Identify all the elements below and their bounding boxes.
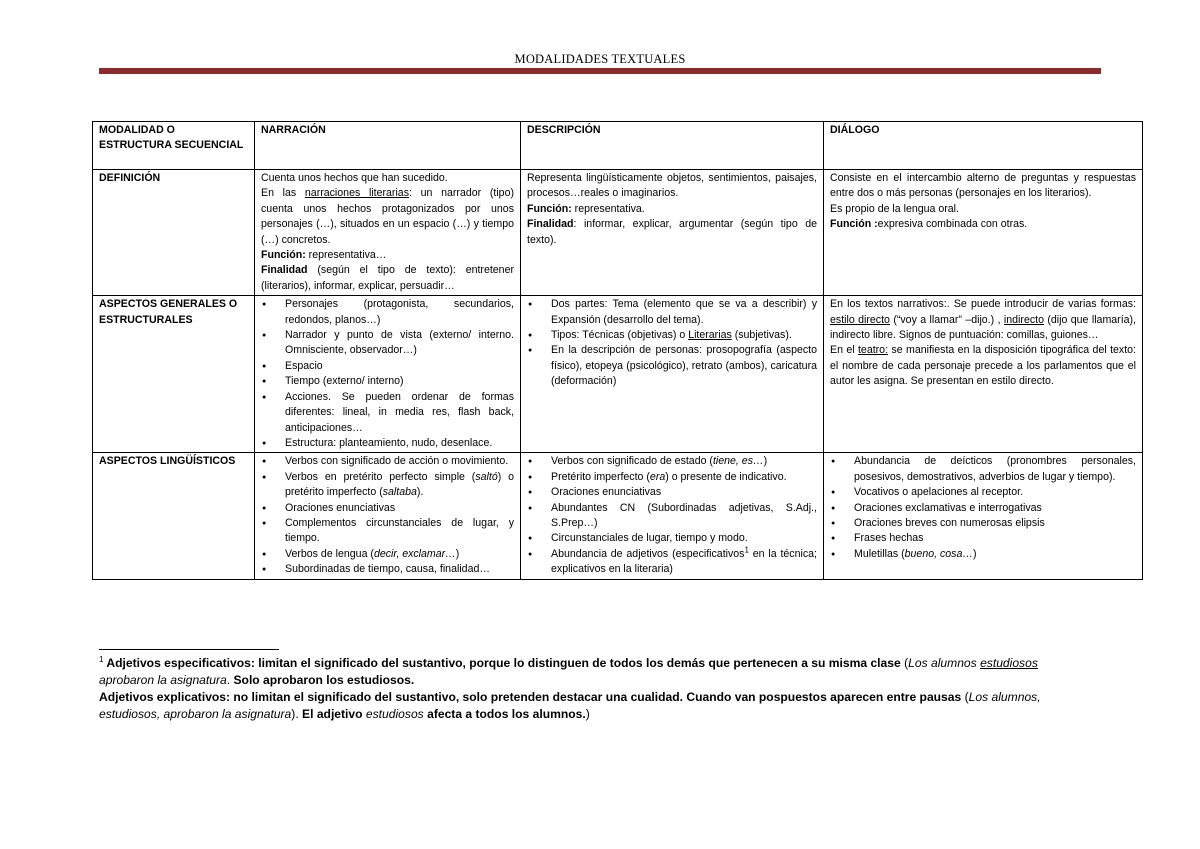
funcion-line: Función :expresiva combinada con otras. bbox=[830, 218, 1028, 231]
list-item: ● Abundantes CN (Subordinadas adjetivas, S.Adj., S.Prep…) bbox=[527, 501, 817, 532]
table-row-aspectos-linguisticos bbox=[93, 453, 1143, 579]
row-label-definicion: DEFINICIÓN bbox=[93, 170, 255, 296]
list-item: ● Oraciones exclamativas e interrogativas bbox=[830, 501, 1136, 516]
list-item: ● Abundancia de deícticos (pronombres personales, posesivos, demostrativos, adverbios de lugar y tiempo). bbox=[830, 454, 1136, 485]
footnote bbox=[99, 655, 1059, 723]
row-label-aspectos-linguisticos: ASPECTOS LINGÜÍSTICOS bbox=[93, 453, 255, 579]
cell-definicion-descripcion bbox=[521, 170, 824, 296]
list-item: ● Tipos: Técnicas (objetivas) o Literarias (subjetivas). bbox=[527, 328, 817, 343]
list-item: ● Oraciones enunciativas bbox=[527, 485, 817, 500]
title-underline bbox=[99, 68, 1101, 74]
list-item: ● Estructura: planteamiento, nudo, desenlace. bbox=[261, 436, 514, 451]
header-narracion: NARRACIÓN bbox=[255, 122, 521, 170]
list-item: ● Frases hechas bbox=[830, 531, 1136, 546]
page-title: MODALIDADES TEXTUALES bbox=[514, 52, 686, 66]
list-item: ● Verbos con significado de estado (tiene, es…) bbox=[527, 454, 817, 469]
list-item: ● Verbos de lengua (decir, exclamar…) bbox=[261, 547, 514, 562]
finalidad-line: Finalidad (según el tipo de texto): entretener (literarios), informar, explicar, persuadir… bbox=[261, 264, 514, 292]
cell-generales-narracion bbox=[255, 296, 521, 453]
text-line: Es propio de la lengua oral. bbox=[830, 202, 959, 215]
list-item: ● Tiempo (externo/ interno) bbox=[261, 374, 514, 389]
header-modalidad: MODALIDAD O ESTRUCTURA SECUENCIAL bbox=[93, 122, 255, 170]
list-item: ● Oraciones enunciativas bbox=[261, 501, 514, 516]
table-row-definicion bbox=[93, 170, 1143, 296]
list-item: ● Abundancia de adjetivos (especificativos$^1$ en la técnica; explicativos en la literaria) bbox=[527, 547, 817, 578]
list-item: ● Acciones. Se pueden ordenar de formas diferentes: lineal, in media res, flash back, anticipaciones… bbox=[261, 390, 514, 436]
cell-linguisticos-dialogo bbox=[824, 453, 1143, 579]
text-paragraph: Representa lingüísticamente objetos, sentimientos, paisajes, procesos…reales o imaginarios. bbox=[527, 172, 817, 200]
footnote-separator bbox=[99, 649, 279, 650]
list-item: ● Verbos en pretérito perfecto simple (saltó) o pretérito imperfecto (saltaba). bbox=[261, 470, 514, 501]
modalidades-table bbox=[92, 121, 1143, 580]
list-item: ● Vocativos o apelaciones al receptor. bbox=[830, 485, 1136, 500]
text-paragraph: Consiste en el intercambio alterno de preguntas y respuestas entre dos o más personas (personajes en los literarios). bbox=[830, 172, 1136, 200]
list-item: ● Dos partes: Tema (elemento que se va a describir) y Expansión (desarrollo del tema). bbox=[527, 297, 817, 328]
table-header-row bbox=[93, 122, 1143, 170]
cell-definicion-narracion bbox=[255, 170, 521, 296]
list-item: ● Personajes (protagonista, secundarios, redondos, planos…) bbox=[261, 297, 514, 328]
table-row-aspectos-generales bbox=[93, 296, 1143, 453]
cell-definicion-dialogo bbox=[824, 170, 1143, 296]
list-item: ● Verbos con significado de acción o movimiento. bbox=[261, 454, 514, 469]
footnote-paragraph: Adjetivos explicativos: no limitan el significado del sustantivo, solo pretenden destacar una cualidad. Cuando van pospuestos aparecen entre pausas (Los alumnos, estudiosos, aprobaron la asignatura). El adjetivo estudiosos afecta a todos los alumnos.) bbox=[99, 690, 1041, 721]
funcion-line: Función: representativa. bbox=[527, 202, 645, 215]
footnote-reference[interactable]: 1 bbox=[744, 545, 749, 555]
list-item: ● Circunstanciales de lugar, tiempo y modo. bbox=[527, 531, 817, 546]
list-item: ● Complementos circunstanciales de lugar, y tiempo. bbox=[261, 516, 514, 547]
list-item: ● Narrador y punto de vista (externo/ interno. Omnisciente, observador…) bbox=[261, 328, 514, 359]
cell-generales-descripcion bbox=[521, 296, 824, 453]
finalidad-line: Finalidad: informar, explicar, argumentar (según tipo de texto). bbox=[527, 218, 817, 246]
list-item: ● Espacio bbox=[261, 359, 514, 374]
list-item: ● Oraciones breves con numerosas elipsis bbox=[830, 516, 1136, 531]
list-item: ● En la descripción de personas: prosopografía (aspecto físico), etopeya (psicológico), retrato (ambos), caricatura (deformación) bbox=[527, 343, 817, 389]
text-paragraph: En los textos narrativos:. Se puede introducir de varias formas: estilo directo (“voy a llamar” –dijo.) , indirecto (dijo que llamaría), indirecto libre. Signos de puntuación: comillas, guiones… bbox=[830, 298, 1136, 342]
row-label-aspectos-generales: ASPECTOS GENERALES O ESTRUCTURALES bbox=[93, 296, 255, 453]
header-descripcion: DESCRIPCIÓN bbox=[521, 122, 824, 170]
text-paragraph: En el teatro: se manifiesta en la disposición tipográfica del texto: el nombre de cada personaje precede a los parlamentos que el autor les asigna. Se presentan en estilo directo. bbox=[830, 344, 1136, 388]
cell-linguisticos-descripcion bbox=[521, 453, 824, 579]
footnote-number: 1 bbox=[99, 654, 104, 664]
footnote-paragraph: $^1$ Adjetivos especificativos: limitan el significado del sustantivo, porque lo distinguen de todos los demás que pertenecen a su misma clase (Los alumnos estudiosos aprobaron la asignatura. Solo aprobaron los estudiosos. bbox=[99, 654, 1038, 687]
funcion-line: Función: representativa… bbox=[261, 249, 387, 262]
header-dialogo: DIÁLOGO bbox=[824, 122, 1143, 170]
cell-generales-dialogo bbox=[824, 296, 1143, 453]
list-item: ● Subordinadas de tiempo, causa, finalidad… bbox=[261, 562, 514, 577]
list-item: ● Pretérito imperfecto (era) o presente de indicativo. bbox=[527, 470, 817, 485]
text-line: Cuenta unos hechos que han sucedido. bbox=[261, 172, 448, 184]
list-item: ● Muletillas (bueno, cosa…) bbox=[830, 547, 1136, 562]
text-paragraph: En las narraciones literarias: un narrador (tipo) cuenta unos hechos protagonizados por unos personajes (…), situados en un espacio (…) y tiempo (…) concretos. bbox=[261, 187, 514, 246]
cell-linguisticos-narracion bbox=[255, 453, 521, 579]
